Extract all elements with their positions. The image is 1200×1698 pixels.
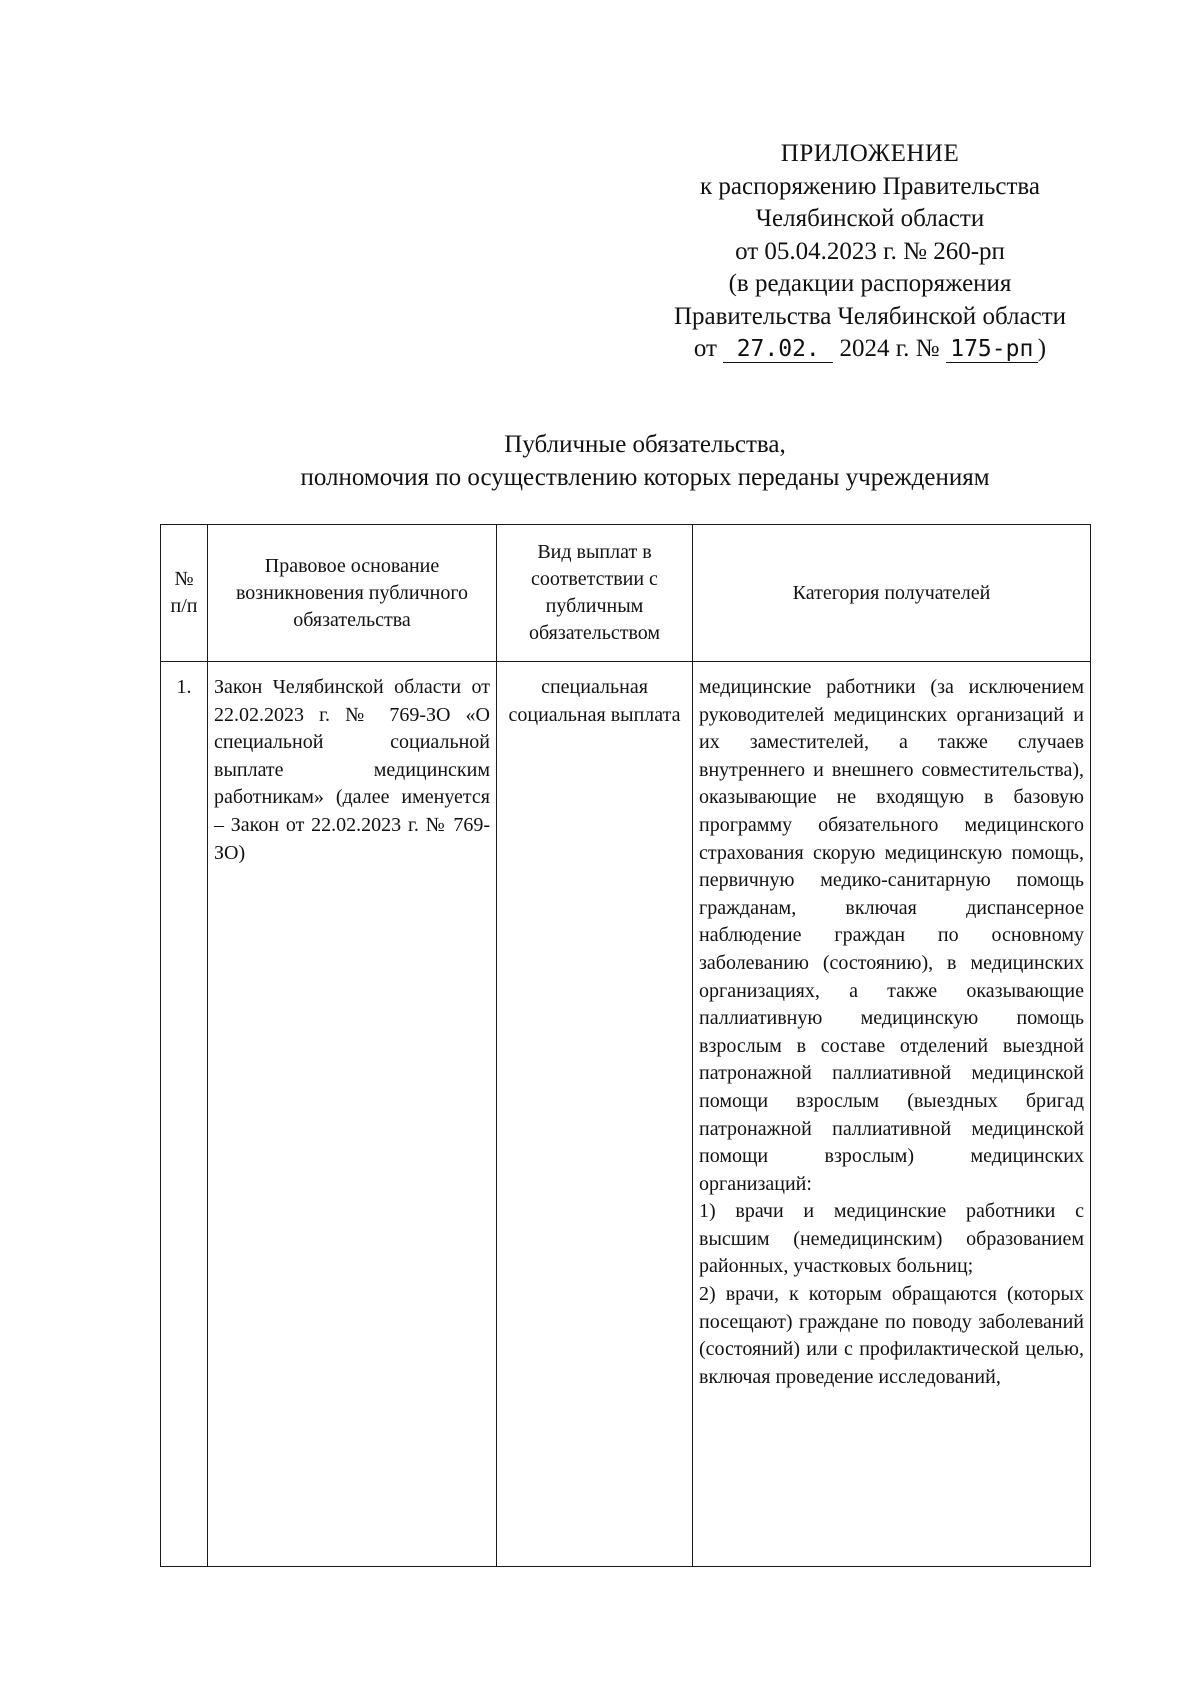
appendix-line-1: к распоряжению Правительства bbox=[699, 172, 1040, 200]
appendix-header bbox=[640, 138, 1100, 366]
document-title-line-1: Публичные обязательства, bbox=[504, 431, 786, 458]
appendix-line-4: (в редакции распоряжения bbox=[728, 270, 1012, 297]
amendment-prefix: от bbox=[693, 335, 717, 362]
amendment-line bbox=[640, 333, 1100, 366]
category-intro: медицинские работники (за исключением руководителей медицинских организаций и их заместителей, а также случаев внутреннего и внешнего совместительства), оказывающие не входящую в базовую программу обязательного медицинского страхования скорую медицинскую помощь, первичную медико-санитарную помощь гражданам, включая диспансерное наблюдение граждан по основному заболеванию (состоянию), в медицинских организациях, а также оказывающие паллиативную медицинскую помощь взрослым в составе отделений выездной патронажной паллиативной медицинской помощи взрослым (выездных бригад патронажной паллиативной медицинской помощи взрослым) медицинских организаций: bbox=[699, 676, 1084, 1195]
amendment-number-field: 175-рп bbox=[946, 336, 1038, 363]
document-title bbox=[200, 428, 1090, 494]
category-item-1: 1) врачи и медицинские работники с высшим (немедицинским) образованием районных, участковых больниц; bbox=[699, 1200, 1084, 1278]
category-item-2: 2) врачи, к которым обращаются (которых посещают) граждане по поводу заболеваний (состояний) или с профилактической целью, включая проведение исследований, bbox=[699, 1283, 1084, 1388]
table-row bbox=[161, 662, 1091, 1567]
table-header-row bbox=[161, 525, 1091, 662]
appendix-line-2: Челябинской области bbox=[755, 205, 985, 232]
header-kind: Вид выплат в соответствии с публичным обязательством bbox=[497, 525, 693, 662]
row-basis: Закон Челябинской области от 22.02.2023 г. № 769-ЗО «О специальной социальной выплате медицинским работникам» (далее именуется – Закон от 22.02.2023 г. № 769-ЗО) bbox=[208, 662, 497, 1567]
document-title-line-2: полномочия по осуществлению которых переданы учреждениям bbox=[300, 464, 990, 491]
appendix-line-3: от 05.04.2023 г. № 260-рп bbox=[735, 237, 1005, 265]
header-category: Категория получателей bbox=[693, 525, 1091, 662]
row-num: 1. bbox=[161, 662, 208, 1567]
appendix-line-5: Правительства Челябинской области bbox=[673, 302, 1067, 330]
amendment-date-field: 27.02. bbox=[723, 336, 833, 363]
row-category bbox=[693, 662, 1091, 1567]
amendment-year: 2024 г. № bbox=[839, 335, 940, 362]
obligations-table bbox=[160, 524, 1091, 1567]
row-kind: специальная социальная выплата bbox=[497, 662, 693, 1567]
amendment-suffix: ) bbox=[1037, 335, 1047, 362]
header-num: № п/п bbox=[161, 525, 208, 662]
appendix-title: ПРИЛОЖЕНИЕ bbox=[780, 140, 960, 167]
header-basis: Правовое основание возникновения публичного обязательства bbox=[208, 525, 497, 662]
